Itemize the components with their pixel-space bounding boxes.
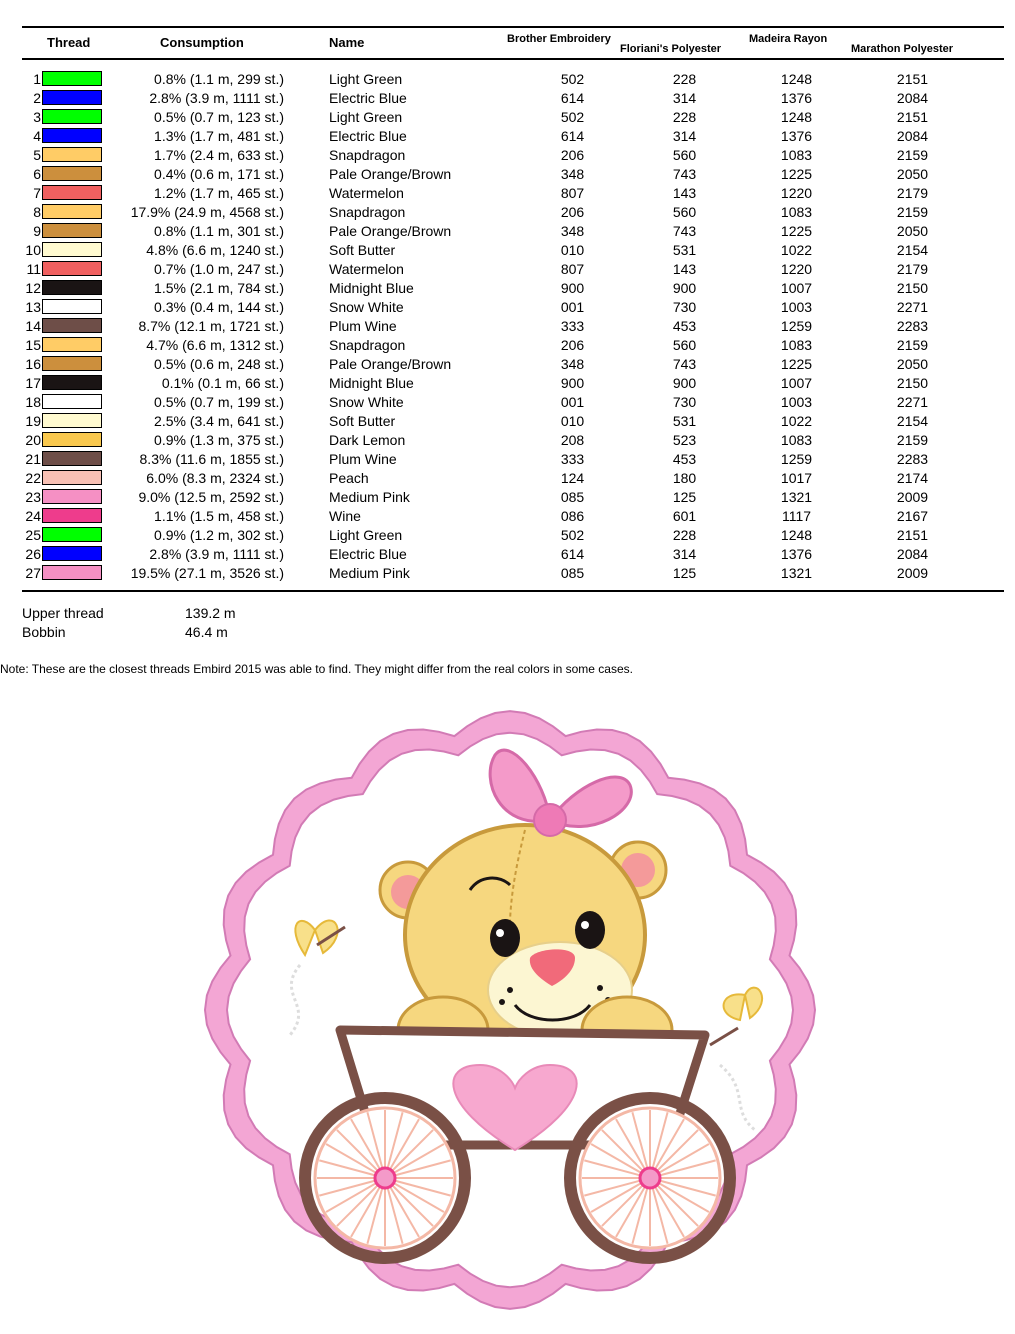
floriani-code: 125: [672, 565, 697, 581]
madeira-code: 1248: [780, 71, 813, 87]
madeira-code: 1083: [780, 337, 813, 353]
brother-code: 348: [560, 223, 585, 239]
thread-name: Watermelon: [329, 261, 404, 277]
thread-number: 5: [33, 147, 41, 163]
marathon-code: 2050: [896, 223, 929, 239]
table-row: [0, 107, 1015, 126]
madeira-code: 1376: [780, 546, 813, 562]
marathon-code: 2084: [896, 90, 929, 106]
thread-consumption: 0.5% (0.6 m, 248 st.): [154, 356, 284, 372]
table-row: [0, 126, 1015, 145]
table-row: [0, 506, 1015, 525]
thread-color-swatch: [42, 71, 102, 86]
brother-code: 348: [560, 356, 585, 372]
thread-number: 2: [33, 90, 41, 106]
brother-code: 502: [560, 71, 585, 87]
thread-name: Light Green: [329, 71, 403, 87]
madeira-code: 1321: [780, 489, 813, 505]
thread-name: Midnight Blue: [329, 280, 414, 296]
thread-name: Pale Orange/Brown: [329, 356, 452, 372]
thread-color-swatch: [42, 356, 102, 371]
madeira-code: 1321: [780, 565, 813, 581]
table-row: [0, 69, 1015, 88]
thread-color-swatch: [42, 109, 102, 124]
floriani-code: 453: [672, 451, 697, 467]
thread-table-body: [0, 69, 1015, 582]
brother-code: 614: [560, 90, 585, 106]
thread-name: Electric Blue: [329, 128, 407, 144]
thread-name: Pale Orange/Brown: [329, 223, 452, 239]
thread-consumption: 1.7% (2.4 m, 633 st.): [154, 147, 284, 163]
thread-name: Midnight Blue: [329, 375, 414, 391]
thread-color-swatch: [42, 375, 102, 390]
madeira-code: 1083: [780, 432, 813, 448]
thread-consumption: 2.5% (3.4 m, 641 st.): [154, 413, 284, 429]
thread-consumption: 17.9% (24.9 m, 4568 st.): [130, 204, 284, 220]
floriani-code: 730: [672, 299, 697, 315]
thread-number: 21: [25, 451, 41, 467]
thread-consumption: 0.5% (0.7 m, 199 st.): [154, 394, 284, 410]
thread-color-swatch: [42, 413, 102, 428]
thread-number: 27: [25, 565, 41, 581]
thread-consumption: 6.0% (8.3 m, 2324 st.): [146, 470, 284, 486]
thread-color-swatch: [42, 451, 102, 466]
header-name: Name: [329, 35, 365, 50]
marathon-code: 2151: [896, 527, 929, 543]
floriani-code: 560: [672, 337, 697, 353]
thread-name: Medium Pink: [329, 565, 410, 581]
bobbin-label: Bobbin: [22, 624, 66, 640]
thread-consumption: 1.5% (2.1 m, 784 st.): [154, 280, 284, 296]
marathon-code: 2159: [896, 432, 929, 448]
thread-consumption: 1.2% (1.7 m, 465 st.): [154, 185, 284, 201]
floriani-code: 560: [672, 204, 697, 220]
brother-code: 900: [560, 375, 585, 391]
marathon-code: 2271: [896, 394, 929, 410]
madeira-code: 1225: [780, 166, 813, 182]
thread-name: Medium Pink: [329, 489, 410, 505]
brother-code: 502: [560, 527, 585, 543]
thread-number: 6: [33, 166, 41, 182]
marathon-code: 2159: [896, 337, 929, 353]
floriani-code: 314: [672, 546, 697, 562]
thread-number: 8: [33, 204, 41, 220]
thread-color-swatch: [42, 90, 102, 105]
marathon-code: 2050: [896, 356, 929, 372]
thread-name: Plum Wine: [329, 318, 397, 334]
madeira-code: 1248: [780, 527, 813, 543]
madeira-code: 1003: [780, 299, 813, 315]
floriani-code: 523: [672, 432, 697, 448]
disclaimer-note: Note: These are the closest threads Embird 2015 was able to find. They might differ from the real colors in some cases.: [0, 662, 633, 676]
floriani-code: 180: [672, 470, 697, 486]
thread-name: Light Green: [329, 109, 403, 125]
table-bottom-rule: [22, 590, 1004, 592]
table-row: [0, 411, 1015, 430]
thread-consumption: 9.0% (12.5 m, 2592 st.): [138, 489, 284, 505]
floriani-code: 601: [672, 508, 697, 524]
madeira-code: 1007: [780, 280, 813, 296]
thread-consumption: 0.4% (0.6 m, 171 st.): [154, 166, 284, 182]
marathon-code: 2159: [896, 204, 929, 220]
thread-name: Plum Wine: [329, 451, 397, 467]
thread-color-swatch: [42, 242, 102, 257]
marathon-code: 2151: [896, 71, 929, 87]
thread-consumption: 0.9% (1.2 m, 302 st.): [154, 527, 284, 543]
brother-code: 206: [560, 204, 585, 220]
thread-consumption: 0.8% (1.1 m, 301 st.): [154, 223, 284, 239]
thread-consumption: 8.3% (11.6 m, 1855 st.): [139, 451, 284, 467]
thread-color-swatch: [42, 489, 102, 504]
thread-number: 3: [33, 109, 41, 125]
brother-code: 807: [560, 261, 585, 277]
table-row: [0, 183, 1015, 202]
brother-code: 208: [560, 432, 585, 448]
floriani-code: 743: [672, 223, 697, 239]
madeira-code: 1007: [780, 375, 813, 391]
thread-number: 12: [25, 280, 41, 296]
marathon-code: 2167: [896, 508, 929, 524]
madeira-code: 1225: [780, 356, 813, 372]
thread-color-swatch: [42, 299, 102, 314]
thread-consumption: 4.8% (6.6 m, 1240 st.): [146, 242, 284, 258]
thread-number: 4: [33, 128, 41, 144]
thread-color-swatch: [42, 527, 102, 542]
floriani-code: 143: [672, 261, 697, 277]
thread-color-swatch: [42, 470, 102, 485]
thread-name: Peach: [329, 470, 369, 486]
brother-code: 206: [560, 337, 585, 353]
thread-number: 19: [25, 413, 41, 429]
thread-color-swatch: [42, 394, 102, 409]
table-row: [0, 240, 1015, 259]
madeira-code: 1022: [780, 413, 813, 429]
thread-consumption: 4.7% (6.6 m, 1312 st.): [146, 337, 284, 353]
thread-consumption: 0.7% (1.0 m, 247 st.): [154, 261, 284, 277]
brother-code: 614: [560, 546, 585, 562]
thread-number: 15: [25, 337, 41, 353]
thread-name: Soft Butter: [329, 242, 396, 258]
marathon-code: 2150: [896, 280, 929, 296]
marathon-code: 2154: [896, 242, 929, 258]
thread-consumption: 0.8% (1.1 m, 299 st.): [154, 71, 284, 87]
thread-name: Pale Orange/Brown: [329, 166, 452, 182]
thread-name: Dark Lemon: [329, 432, 406, 448]
marathon-code: 2084: [896, 128, 929, 144]
thread-name: Snapdragon: [329, 147, 406, 163]
embroidery-preview: [180, 690, 840, 1330]
madeira-code: 1083: [780, 204, 813, 220]
madeira-code: 1376: [780, 90, 813, 106]
upper-thread-label: Upper thread: [22, 605, 104, 621]
table-row: [0, 335, 1015, 354]
brother-code: 807: [560, 185, 585, 201]
table-row: [0, 487, 1015, 506]
madeira-code: 1117: [781, 508, 812, 524]
thread-color-swatch: [42, 318, 102, 333]
madeira-code: 1259: [780, 318, 813, 334]
thread-number: 20: [25, 432, 41, 448]
floriani-code: 900: [672, 375, 697, 391]
madeira-code: 1259: [780, 451, 813, 467]
table-row: [0, 468, 1015, 487]
thread-number: 17: [25, 375, 41, 391]
thread-number: 18: [25, 394, 41, 410]
thread-consumption: 0.1% (0.1 m, 66 st.): [161, 375, 284, 391]
thread-consumption: 8.7% (12.1 m, 1721 st.): [138, 318, 284, 334]
thread-name: Soft Butter: [329, 413, 396, 429]
thread-consumption: 2.8% (3.9 m, 1111 st.): [149, 90, 284, 106]
thread-number: 16: [25, 356, 41, 372]
table-row: [0, 202, 1015, 221]
table-row: [0, 449, 1015, 468]
bobbin-value: 46.4 m: [185, 624, 228, 640]
table-row: [0, 430, 1015, 449]
thread-color-swatch: [42, 508, 102, 523]
header-marathon: Marathon Polyester: [851, 43, 954, 55]
marathon-code: 2154: [896, 413, 929, 429]
thread-number: 14: [25, 318, 41, 334]
table-top-rule: [22, 26, 1004, 28]
madeira-code: 1220: [780, 261, 813, 277]
thread-number: 9: [33, 223, 41, 239]
brother-code: 001: [560, 299, 585, 315]
thread-color-swatch: [42, 147, 102, 162]
marathon-code: 2179: [896, 185, 929, 201]
madeira-code: 1083: [780, 147, 813, 163]
floriani-code: 730: [672, 394, 697, 410]
marathon-code: 2084: [896, 546, 929, 562]
thread-color-swatch: [42, 546, 102, 561]
marathon-code: 2009: [896, 489, 929, 505]
thread-color-swatch: [42, 128, 102, 143]
thread-color-swatch: [42, 223, 102, 238]
table-row: [0, 164, 1015, 183]
header-consumption: Consumption: [160, 35, 244, 50]
brother-code: 333: [560, 451, 585, 467]
header-thread: Thread: [47, 35, 91, 50]
madeira-code: 1220: [780, 185, 813, 201]
brother-code: 348: [560, 166, 585, 182]
thread-color-swatch: [42, 280, 102, 295]
madeira-code: 1225: [780, 223, 813, 239]
table-row: [0, 392, 1015, 411]
header-floriani: Floriani's Polyester: [620, 43, 722, 55]
marathon-code: 2151: [896, 109, 929, 125]
marathon-code: 2283: [896, 451, 929, 467]
brother-code: 206: [560, 147, 585, 163]
marathon-code: 2271: [896, 299, 929, 315]
marathon-code: 2174: [896, 470, 929, 486]
floriani-code: 900: [672, 280, 697, 296]
brother-code: 900: [560, 280, 585, 296]
thread-color-swatch: [42, 565, 102, 580]
wagon-wheel-left: [305, 1098, 465, 1258]
table-row: [0, 259, 1015, 278]
thread-number: 1: [33, 71, 41, 87]
thread-color-swatch: [42, 204, 102, 219]
marathon-code: 2179: [896, 261, 929, 277]
table-row: [0, 354, 1015, 373]
table-row: [0, 297, 1015, 316]
thread-consumption: 2.8% (3.9 m, 1111 st.): [149, 546, 284, 562]
brother-code: 614: [560, 128, 585, 144]
brother-code: 010: [560, 413, 585, 429]
thread-color-swatch: [42, 432, 102, 447]
floriani-code: 531: [672, 242, 697, 258]
brother-code: 086: [560, 508, 585, 524]
thread-consumption: 19.5% (27.1 m, 3526 st.): [130, 565, 284, 581]
thread-number: 25: [25, 527, 41, 543]
madeira-code: 1022: [780, 242, 813, 258]
floriani-code: 743: [672, 356, 697, 372]
table-row: [0, 563, 1015, 582]
thread-number: 23: [25, 489, 41, 505]
thread-number: 11: [26, 261, 41, 277]
floriani-code: 314: [672, 90, 697, 106]
thread-color-swatch: [42, 166, 102, 181]
table-row: [0, 525, 1015, 544]
thread-color-swatch: [42, 337, 102, 352]
wagon-wheel-right: [570, 1098, 730, 1258]
table-row: [0, 316, 1015, 335]
floriani-code: 560: [672, 147, 697, 163]
thread-color-swatch: [42, 185, 102, 200]
thread-name: Electric Blue: [329, 90, 407, 106]
floriani-code: 228: [672, 71, 697, 87]
marathon-code: 2050: [896, 166, 929, 182]
upper-thread-value: 139.2 m: [185, 605, 236, 621]
table-row: [0, 278, 1015, 297]
thread-number: 26: [25, 546, 41, 562]
floriani-code: 531: [672, 413, 697, 429]
marathon-code: 2150: [896, 375, 929, 391]
floriani-code: 453: [672, 318, 697, 334]
thread-name: Snapdragon: [329, 337, 406, 353]
marathon-code: 2009: [896, 565, 929, 581]
brother-code: 085: [560, 565, 585, 581]
madeira-code: 1248: [780, 109, 813, 125]
header-brother: Brother Embroidery: [507, 33, 611, 45]
floriani-code: 228: [672, 527, 697, 543]
thread-name: Electric Blue: [329, 546, 407, 562]
thread-consumption: 0.9% (1.3 m, 375 st.): [154, 432, 284, 448]
madeira-code: 1017: [780, 470, 813, 486]
thread-number: 10: [25, 242, 41, 258]
thread-color-swatch: [42, 261, 102, 276]
floriani-code: 143: [672, 185, 697, 201]
madeira-code: 1376: [780, 128, 813, 144]
brother-code: 333: [560, 318, 585, 334]
floriani-code: 314: [672, 128, 697, 144]
floriani-code: 228: [672, 109, 697, 125]
header-madeira: Madeira Rayon: [749, 33, 828, 45]
marathon-code: 2159: [896, 147, 929, 163]
thread-number: 24: [25, 508, 41, 524]
thread-number: 7: [33, 185, 41, 201]
thread-name: Snow White: [329, 394, 404, 410]
brother-code: 085: [560, 489, 585, 505]
thread-consumption: 1.3% (1.7 m, 481 st.): [154, 128, 284, 144]
table-row: [0, 373, 1015, 392]
thread-number: 13: [25, 299, 41, 315]
thread-consumption: 1.1% (1.5 m, 458 st.): [154, 508, 284, 524]
floriani-code: 125: [672, 489, 697, 505]
brother-code: 010: [560, 242, 585, 258]
table-row: [0, 221, 1015, 240]
table-row: [0, 544, 1015, 563]
floriani-code: 743: [672, 166, 697, 182]
table-row: [0, 88, 1015, 107]
thread-name: Light Green: [329, 527, 403, 543]
table-row: [0, 145, 1015, 164]
thread-number: 22: [25, 470, 41, 486]
brother-code: 001: [560, 394, 585, 410]
header-bottom-rule: [22, 58, 1004, 60]
brother-code: 124: [560, 470, 585, 486]
brother-code: 502: [560, 109, 585, 125]
thread-name: Wine: [329, 508, 361, 524]
thread-consumption: 0.5% (0.7 m, 123 st.): [154, 109, 284, 125]
marathon-code: 2283: [896, 318, 929, 334]
thread-name: Watermelon: [329, 185, 404, 201]
madeira-code: 1003: [780, 394, 813, 410]
thread-name: Snow White: [329, 299, 404, 315]
thread-consumption: 0.3% (0.4 m, 144 st.): [154, 299, 284, 315]
thread-name: Snapdragon: [329, 204, 406, 220]
